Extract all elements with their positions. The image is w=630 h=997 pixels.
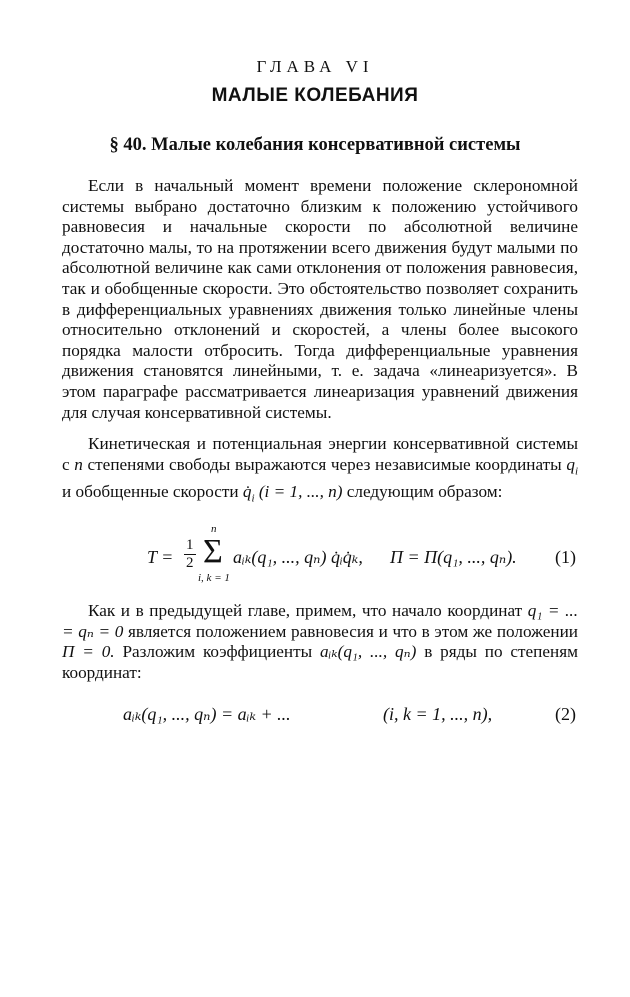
math-qi	[566, 454, 579, 478]
paragraph-intro: Если в начальный момент времени положение склерономной системы выбрано достаточно близким к положению устойчивого равновесия и начальные скорости по абсолютной величине достаточно малы, то на протяжении всего движения будут малыми по абсолютной величине как сами отклонения от положения равновесия, так и обобщенные скорости. Это обстоятельство позволяет сохранить в дифференциальных уравнениях движения только линейные члены относительно отклонений и скоростей, а члены более высокого порядка малости отбросить. Тогда дифференциальные уравнения движения становятся линейными, т. е. задача «линеаризуется». В этом параграфе рассматривается линеаризация уравнений движения для случая консервативной системы.	[62, 176, 578, 422]
math-n: n	[74, 454, 83, 474]
sum-upper-limit: n	[211, 523, 217, 535]
text: следующим образом:	[346, 481, 503, 501]
formula-1-lhs: T =	[147, 547, 174, 567]
math-pi-zero: П = 0.	[62, 642, 115, 662]
formula-1-rhs: П = П(q₁, ..., qₙ).	[390, 547, 517, 567]
text: Разложим коэффициенты	[122, 642, 313, 662]
section-title: § 40. Малые колебания консервативной системы	[109, 135, 521, 155]
formula-1	[0, 523, 630, 593]
formula-2-lhs: aᵢₖ(q₁, ..., qₙ) = aᵢₖ + ...	[123, 704, 291, 724]
subscript: i	[251, 492, 255, 505]
chapter-title: МАЛЫЕ КОЛЕБАНИЯ	[211, 85, 419, 106]
fraction-denominator: 2	[186, 555, 194, 571]
fraction-half	[184, 537, 196, 572]
equation-number-2: (2)	[555, 704, 576, 724]
sum-sign: Σ	[203, 533, 223, 570]
math-equilibrium: q₁ = ... = qₙ = 0	[62, 601, 579, 641]
formula-2-range: (i, k = 1, ..., n),	[383, 704, 493, 724]
fraction-numerator: 1	[186, 537, 194, 553]
math-aik: aᵢₖ(q₁, ..., qₙ)	[320, 642, 417, 662]
text: Кинетическая и потенциальная энергии консервативной системы с	[62, 434, 578, 474]
text: и обобщенные скорости	[62, 481, 239, 501]
paragraph-energies	[62, 434, 578, 509]
chapter-number: ГЛАВА VI	[256, 57, 374, 76]
symbol: q̇	[242, 481, 252, 501]
formula-2	[0, 702, 630, 732]
math-range: (i = 1, ..., n)	[258, 481, 343, 501]
text: степенями свободы выражаются через независимые координаты	[87, 454, 562, 474]
symbol: q	[566, 454, 575, 474]
subscript: i	[574, 465, 579, 478]
text: является положением равновесия и что в этом же положении	[128, 621, 578, 641]
equation-number-1: (1)	[555, 547, 576, 567]
sum-lower-limit: i, k = 1	[198, 572, 230, 584]
formula-1-body: aᵢₖ(q₁, ..., qₙ) q̇ᵢq̇ₖ,	[233, 547, 363, 567]
text: в ряды по степеням координат:	[62, 642, 578, 682]
math-qdot	[242, 481, 255, 505]
text: Как и в предыдущей главе, примем, что начало координат	[88, 601, 523, 620]
paragraph-expansion	[62, 601, 578, 683]
